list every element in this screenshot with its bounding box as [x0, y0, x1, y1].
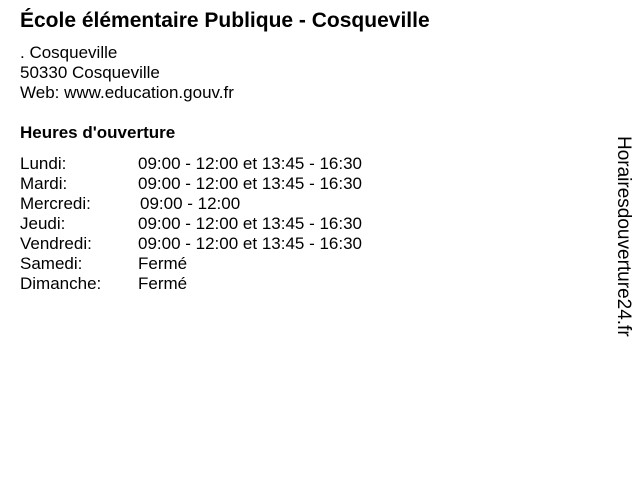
time-value: 09:00 - 12:00 [140, 194, 241, 213]
opening-hours-heading: Heures d'ouverture [20, 123, 176, 142]
opening-hours-table [20, 154, 362, 294]
day-label: Lundi: [20, 154, 67, 173]
day-label: Samedi: [20, 254, 83, 273]
day-label: Mercredi: [20, 194, 91, 213]
day-label: Vendredi: [20, 234, 92, 253]
hours-row-thursday [20, 214, 362, 234]
time-value: Fermé [138, 274, 188, 293]
page-title: École élémentaire Publique - Cosqueville [20, 9, 430, 32]
address-line-city: 50330 Cosqueville [20, 63, 160, 82]
hours-row-saturday [20, 254, 362, 274]
day-label: Mardi: [20, 174, 68, 193]
hours-row-monday [20, 154, 362, 174]
website-text: Web: www.education.gouv.fr [20, 83, 234, 102]
time-value: 09:00 - 12:00 et 13:45 - 16:30 [138, 234, 363, 253]
address-block [20, 43, 234, 103]
address-line-street: . Cosqueville [20, 43, 118, 62]
time-value: Fermé [138, 254, 188, 273]
site-watermark: Horairesdouverture24.fr [613, 136, 634, 337]
hours-row-sunday [20, 274, 362, 294]
hours-row-friday [20, 234, 362, 254]
day-label: Jeudi: [20, 214, 66, 233]
hours-row-tuesday [20, 174, 362, 194]
time-value: 09:00 - 12:00 et 13:45 - 16:30 [138, 174, 363, 193]
time-value: 09:00 - 12:00 et 13:45 - 16:30 [138, 214, 363, 233]
hours-row-wednesday [20, 194, 362, 214]
time-value: 09:00 - 12:00 et 13:45 - 16:30 [138, 154, 363, 173]
day-label: Dimanche: [20, 274, 102, 293]
